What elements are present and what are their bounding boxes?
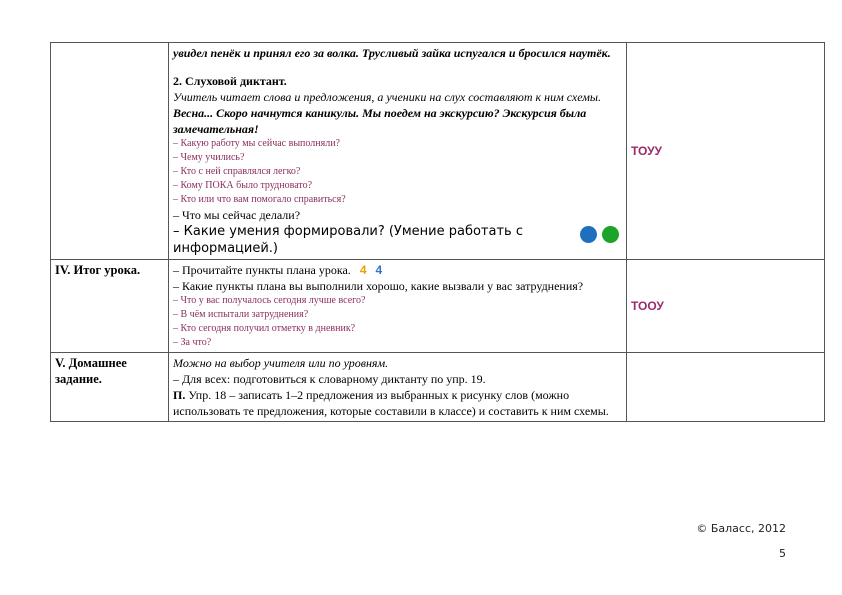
summary-line-1-text: – Прочитайте пункты плана урока.: [173, 263, 351, 277]
uud-label: ТОУУ: [631, 144, 662, 158]
reflection-question: – Чему учились?: [173, 152, 245, 163]
dictation-text: Весна... Скоро начнутся каникулы. Мы поедем на экскурсию? Экскурсия была замечательная!: [173, 106, 587, 136]
stage-cell: [51, 260, 169, 353]
content-cell: [169, 353, 627, 422]
dictation-heading: 2. Слуховой диктант.: [173, 74, 287, 88]
copyright: © Баласс, 2012: [696, 522, 786, 535]
homework-line-1: Можно на выбор учителя или по уровням.: [173, 356, 389, 370]
reflection-question: – Кто сегодня получил отметку в дневник?: [173, 323, 356, 334]
table-row-continued: [51, 43, 825, 260]
summary-line-1: [173, 262, 622, 278]
reflection-question: – Кому ПОКА было трудновато?: [173, 180, 313, 191]
homework-line-2: – Для всех: подготовиться к словарному диктанту по упр. 19.: [173, 372, 486, 386]
homework-level-label: П.: [173, 388, 186, 402]
lesson-plan-table: [50, 42, 825, 422]
uud-cell-empty: [627, 353, 825, 422]
reflection-question: – В чём испытали затруднения?: [173, 309, 309, 320]
stage-cell-empty: [51, 43, 169, 260]
table-row-homework: [51, 353, 825, 422]
homework-line-3-text: Упр. 18 – записать 1–2 предложения из выбранных к рисунку слов (можно использовать те предложения, которые составили в классе) и составить к ним схемы.: [173, 388, 609, 418]
dictation-instruction: Учитель читает слова и предложения, а ученики на слух составляют к ним схемы.: [173, 90, 602, 104]
uud-cell: [627, 43, 825, 260]
line-what-did: – Что мы сейчас делали?: [173, 208, 301, 222]
stage-cell: [51, 353, 169, 422]
homework-line-3: [173, 387, 622, 419]
reflection-question: – Кто или что вам помогало справиться?: [173, 194, 346, 205]
stage-title: V. Домашнее задание.: [55, 356, 127, 386]
plan-number-yellow: 4: [359, 263, 367, 277]
stage-title: IV. Итог урока.: [55, 263, 141, 277]
table-row-summary: [51, 260, 825, 353]
continued-text: увидел пенёк и принял его за волка. Трусливый зайка испугался и бросился наутёк.: [173, 46, 611, 60]
summary-line-2: – Какие пункты плана вы выполнили хорошо, какие вызвали у вас затруднения?: [173, 279, 584, 293]
plan-number-blue: 4: [375, 263, 383, 277]
reflection-question: – За что?: [173, 337, 212, 348]
level-dots: [580, 226, 624, 248]
line-skills: – Какие умения формировали? (Умение работать с информацией.): [173, 224, 523, 256]
content-cell: [169, 260, 627, 353]
content-cell: [169, 43, 627, 260]
reflection-question: – Какую работу мы сейчас выполняли?: [173, 138, 340, 149]
blue-circle-icon: [580, 226, 597, 243]
green-circle-icon: [602, 226, 619, 243]
reflection-question: – Кто с ней справлялся легко?: [173, 166, 301, 177]
uud-cell: [627, 260, 825, 353]
reflection-question: – Что у вас получалось сегодня лучше всего?: [173, 295, 366, 306]
uud-label: ТООУ: [631, 299, 664, 313]
page-number: 5: [779, 547, 786, 560]
